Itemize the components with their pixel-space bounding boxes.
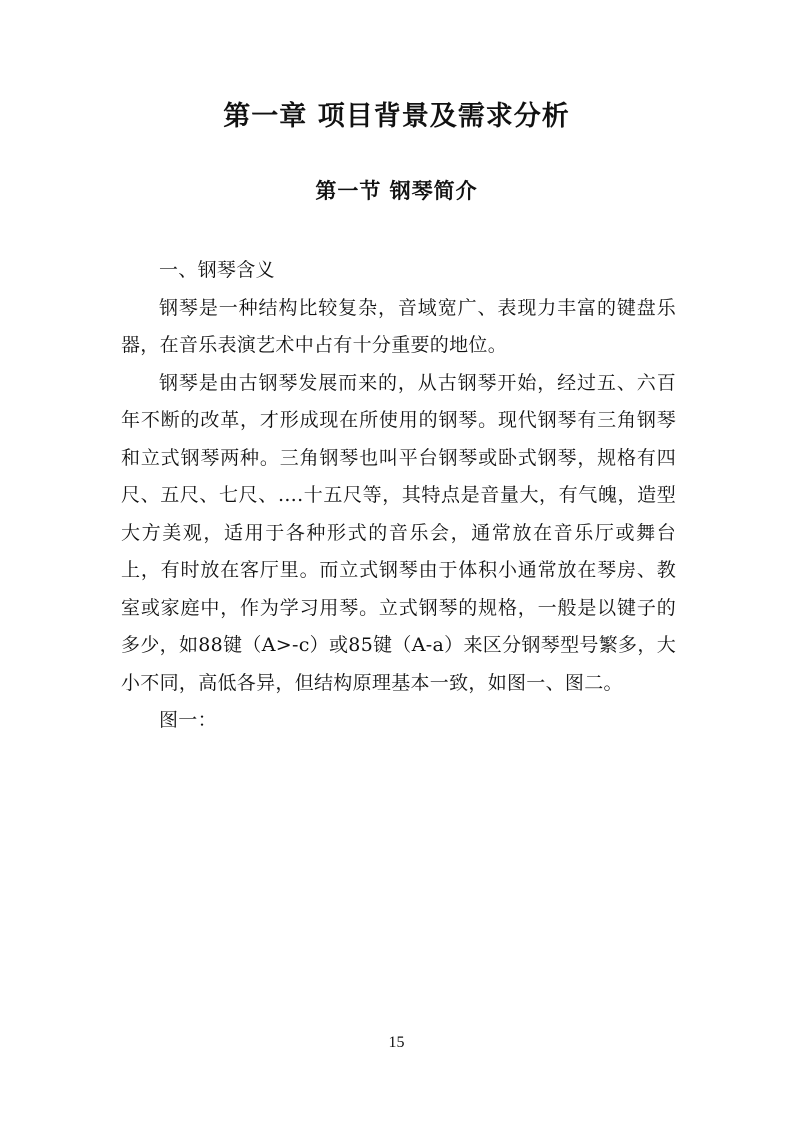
figure-caption: 图一：	[159, 709, 217, 731]
paragraph: 钢琴是由古钢琴发展而来的，从古钢琴开始，经过五、六百年不断的改革，才形成现在所使用的钢琴。现代钢琴有三角钢琴和立式钢琴两种。三角钢琴也叫平台钢琴或卧式钢琴，规格有四尺、五尺、七尺、….十五尺等，其特点是音量大，有气魄，造型大方美观，适用于各种形式的音乐会，通常放在音乐厅或舞台上，有时放在客厅里。而立式钢琴由于体积小通常放在琴房、教室或家庭中，作为学习用琴。立式钢琴的规格，一般是以键子的多少，如88键（A>-c）或85键（A-a）来区分钢琴型号繁多，大小不同，高低各异，但结构原理基本一致，如图一、图二。	[121, 371, 676, 694]
page-number: 15	[388, 1034, 405, 1051]
body-text	[121, 252, 676, 740]
subsection-heading: 一、钢琴含义	[159, 259, 275, 281]
paragraph: 钢琴是一种结构比较复杂，音域宽广、表现力丰富的键盘乐器，在音乐表演艺术中占有十分重要的地位。	[121, 296, 676, 356]
chapter-title: 第一章 项目背景及需求分析	[223, 101, 570, 132]
section-title: 第一节 钢琴简介	[315, 179, 478, 203]
